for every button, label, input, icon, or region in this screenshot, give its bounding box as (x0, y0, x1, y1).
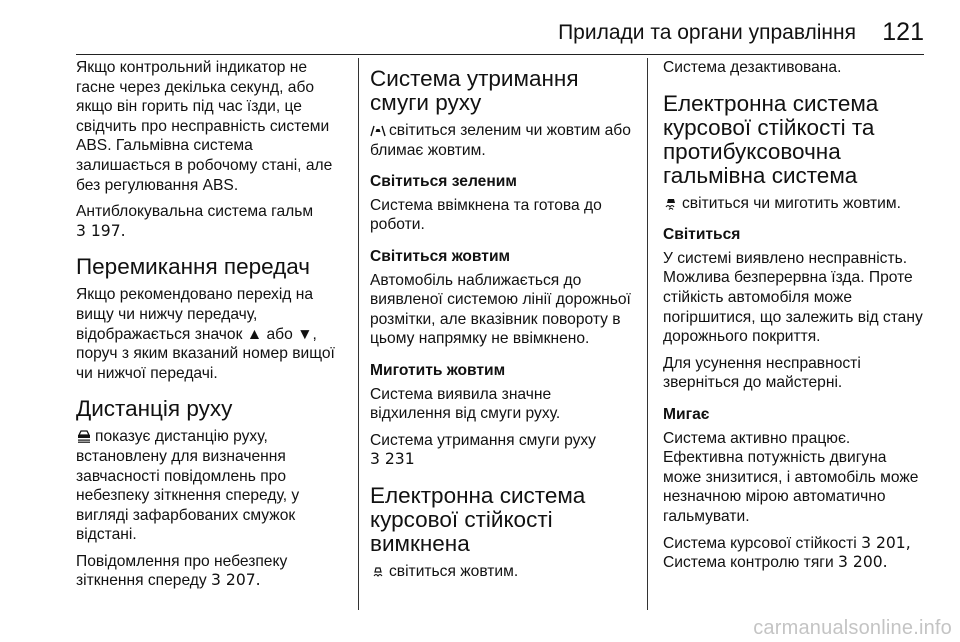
column-divider-1 (358, 58, 359, 610)
heading-distance: Дистанція руху (76, 396, 233, 422)
tc-ref-text: Система контролю тяги (663, 554, 834, 572)
abs-paragraph: Якщо контрольний індикатор не гасне через декілька секунд, або якщо він горить під час їзди, це свідчить про несправність системи ABS. Гальмівна система залишається в робочому стані, але без регулювання ABS. (76, 59, 333, 194)
heading-flash: Мигає (663, 405, 710, 423)
esc-off-text: світиться жовтим. (389, 562, 519, 580)
column-3 (663, 58, 925, 580)
esc-references (663, 534, 925, 573)
collision-reference (76, 552, 348, 591)
flash-paragraph: Система активно працює. Ефективна потужність двигуна може знизитися, і автомобіль може незначною мірою автоматично гальмувати. (663, 429, 919, 525)
lane-ref-link[interactable]: 3 231 (370, 450, 415, 469)
heading-esc-off: Електронна система курсової стійкості вимкнена (370, 482, 586, 556)
header-rule (76, 54, 924, 55)
lane-assist-paragraph (370, 121, 632, 160)
lane-assist-icon (370, 123, 386, 137)
heading-lit: Світиться (663, 226, 741, 244)
lit-green-paragraph: Система ввімкнена та готова до роботи. (370, 196, 602, 234)
abs-ref-link[interactable]: 3 197. (76, 221, 126, 240)
esc-skid-icon (663, 196, 679, 210)
column-1 (76, 58, 348, 598)
tc-ref-link[interactable]: 3 200. (838, 553, 888, 572)
esc-tc-paragraph (663, 194, 925, 214)
heading-lane-assist: Система утримання смуги руху (370, 66, 579, 115)
heading-gear-shift: Перемикання передач (76, 254, 310, 280)
deactivated-paragraph: Система дезактивована. (663, 59, 842, 76)
esc-off-paragraph (370, 562, 632, 582)
page-number: 121 (882, 18, 924, 46)
abs-ref-text: Антиблокувальна система гальм (76, 203, 314, 221)
car-distance-icon (76, 429, 92, 443)
heading-lit-yellow: Світиться жовтим (370, 247, 511, 265)
lit-yellow-paragraph: Автомобіль наближається до виявленої системою лінії дорожньої розмітки, але вказівник повороту в цьому напрямку не ввімкнено. (370, 271, 631, 348)
esc-off-icon (370, 564, 386, 578)
esc-tc-text: світиться чи миготить жовтим. (682, 194, 901, 212)
esc-ref-text: Система курсової стійкості (663, 534, 857, 552)
distance-paragraph (76, 427, 348, 545)
workshop-paragraph: Для усунення несправності зверніться до майстерні. (663, 354, 861, 392)
lit-paragraph: У системі виявлено несправність. Можлива безперервна їзда. Проте стійкість автомобіля може погіршитися, що залежить від стану дорожнього покриття. (663, 249, 923, 346)
collision-ref-text: Повідомлення про небезпеку зіткнення спереду (76, 552, 288, 590)
page-header (0, 0, 960, 56)
esc-ref-link[interactable]: 3 201, (861, 533, 911, 552)
blink-yellow-paragraph: Система виявила значне відхилення від смуги руху. (370, 385, 561, 423)
heading-esc-tc: Електронна система курсової стійкості та протибуксовочна гальмівна система (663, 90, 879, 188)
lane-assist-text: світиться зеленим чи жовтим або блимає жовтим. (370, 122, 631, 159)
collision-ref-link[interactable]: 3 207. (211, 571, 261, 590)
distance-text: показує дистанцію руху, встановлену для визначення завчасності повідомлень про небезпеку зіткнення спереду, у вигляді зафарбованих смужок відстані. (76, 428, 300, 544)
abs-reference (76, 202, 348, 241)
lane-ref-text: Система утримання смуги руху (370, 431, 596, 449)
column-2 (370, 58, 632, 589)
lane-reference (370, 431, 632, 470)
watermark: carmanualsonline.info (753, 617, 952, 639)
heading-blink-yellow: Миготить жовтим (370, 361, 506, 379)
header-title: Прилади та органи управління (558, 21, 856, 44)
column-divider-2 (647, 58, 648, 610)
heading-lit-green: Світиться зеленим (370, 173, 517, 191)
gear-shift-paragraph: Якщо рекомендовано перехід на вищу чи нижчу передачу, відображається значок ▲ або ▼, поруч з яким вказаний номер вищої чи нижчої передачі. (76, 286, 335, 382)
